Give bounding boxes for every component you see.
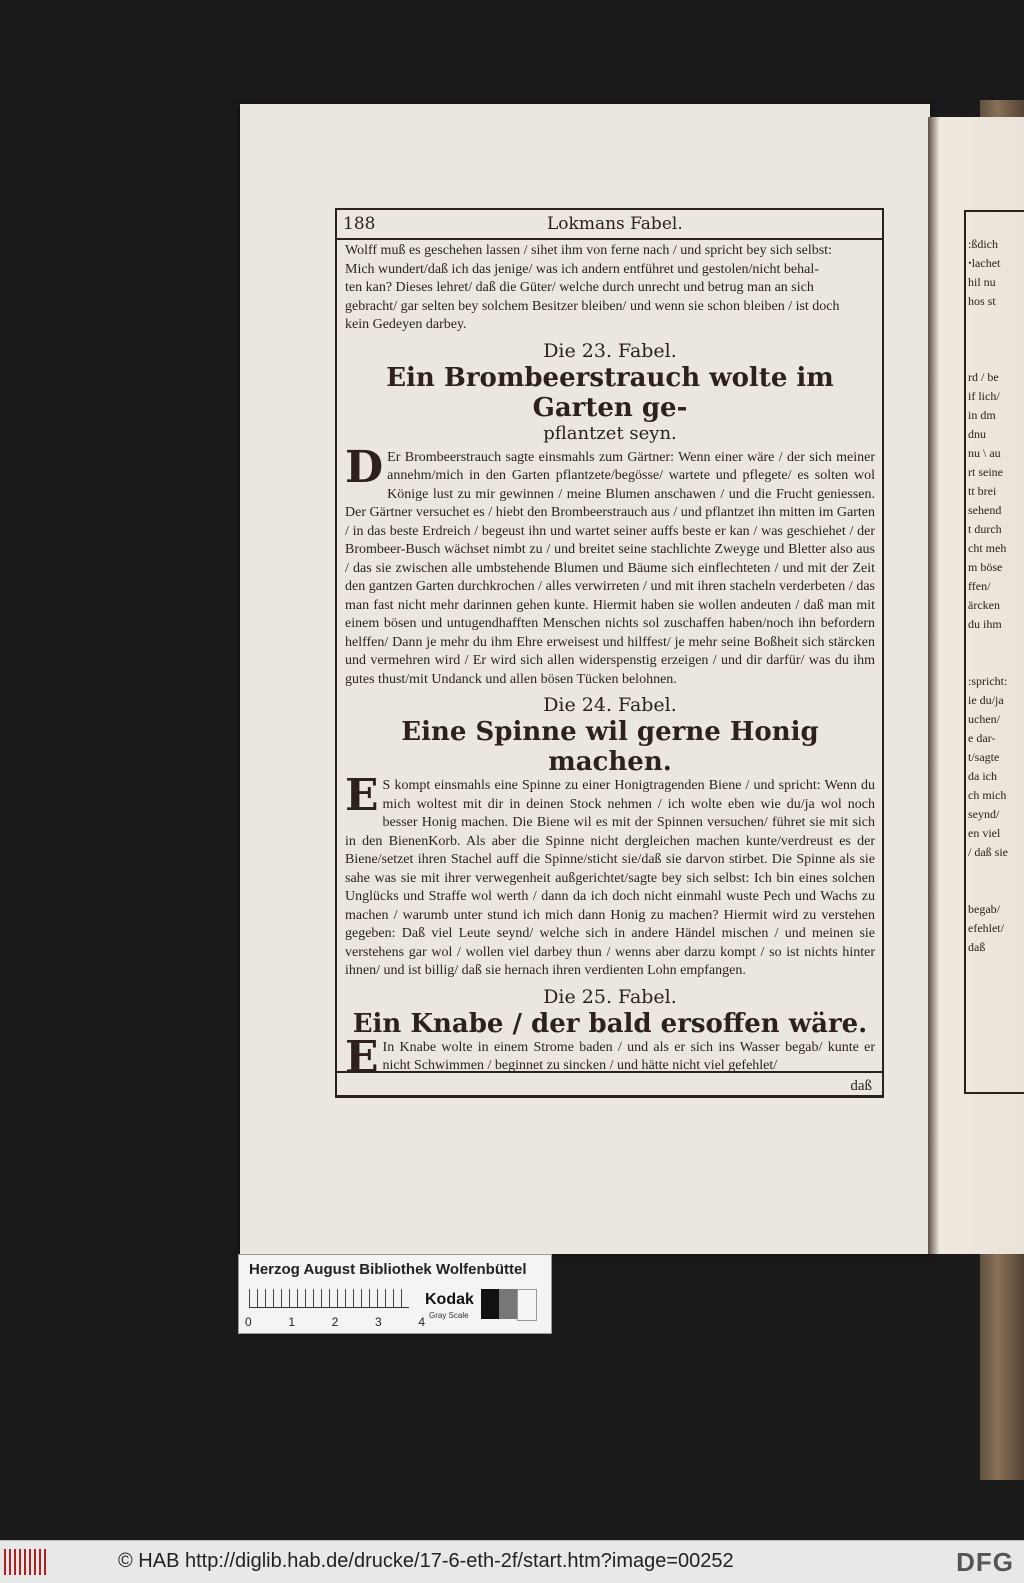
fable-23-dropcap: D [345,441,384,493]
facing-page-line: cht meh [968,541,1007,555]
page-content [345,242,875,1083]
text-frame [335,208,884,1098]
facing-page-line: in dm [968,408,996,422]
facing-page-line: :spricht: [968,674,1008,688]
facing-page-line: ch mich [968,788,1007,802]
facing-page-line: t durch [968,522,1002,536]
facing-page-line: ärcken [968,598,1000,612]
facing-page-line: hil nu [968,275,996,289]
hab-barcode-logo [4,1549,48,1575]
intro-line: Wolff muß es geschehen lassen / sihet ihm von ferne nach / und spricht bey sich selbst: [345,243,832,258]
fable-24-text [345,770,875,981]
facing-page-line: rt seine [968,465,1003,479]
facing-page-line: tt brei [968,484,997,498]
intro-line: ten kan? Dieses lehret/ daß die Güter/ welche durch unrecht und betrug man an sich [345,280,814,295]
dfg-logo: DFG [956,1547,1014,1577]
facing-page-line: en viel [968,826,1001,840]
facing-page-line: begab/ [968,902,1000,916]
facing-page-line: e dar- [968,731,996,745]
ruler-number: 4 [418,1315,425,1329]
fable-25-title: Ein Knabe / der bald ersoffen wäre. [352,1008,868,1039]
source-link[interactable]: © HAB http://diglib.hab.de/drucke/17-6-eth-2f/start.htm?image=00252 [118,1550,734,1572]
viewer-footer [0,1540,1024,1583]
facing-page-line: if lich/ [968,389,1000,403]
facing-page-line [968,634,1024,653]
fable-24-dropcap: E [345,770,379,821]
facing-page-fragments [968,235,1024,957]
fable-25-dropcap: E [345,1031,379,1083]
facing-page-line: t/sagte [968,750,1000,764]
facing-page-line [968,311,1024,330]
library-name: Herzog August Bibliothek Wolfenbüttel [249,1261,527,1278]
facing-page-line: da ich [968,769,997,783]
swatch-black [481,1289,499,1319]
facing-page-line [968,653,1024,672]
facing-page-line: du ihm [968,617,1002,631]
kodak-logo: Kodak [425,1291,474,1308]
page-number: 188 [343,214,376,234]
fable-23-title-cont: pflantzet seyn. [543,422,677,444]
ruler-number: 2 [331,1315,339,1329]
facing-page-line [968,881,1024,900]
facing-page-line: rd / be [968,370,999,384]
fable-24-number: Die 24. Fabel. [543,694,677,716]
fable-25-text [345,1031,875,1083]
facing-page-line: seynd/ [968,807,1000,821]
color-target-card [238,1254,552,1334]
ruler-number: 0 [245,1315,252,1329]
facing-page-line [968,330,1024,349]
facing-page-line: hos st [968,294,996,308]
facing-page-edge [928,117,1024,1254]
facing-page-line: ffen/ [968,579,991,593]
header-rule [337,238,882,240]
intro-line: gebracht/ gar selten bey solchem Besitzer bleiben/ und wenn sie schon bleiben / ist doch [345,298,840,314]
fable-24-body: S kompt einsmahls eine Spinne zu einer Honigtragenden Biene / und spricht: Wenn du mich woltest mit dir in deinen Stock nehmen / ich wolte eben wie du/ja wol noch besser Honig machen. Die Biene wil es mit der Spinnen versuchen/ führet sie mit sich in den BienenKorb. Als aber die Spinne nicht dergleichen machen kunte/verdreust es der Biene/setzet ihren Stachel auff die Spinne/sticht sie/daß sie darvon stirbet. Die Spinne als sie sahe was sie mit ihrer verwegenheit außgerichtet/sagte bey sich selbst: Ich bin eines solchen Unglücks und Straffe wol werth / dann da ich doch nicht einmahl wuste Pech und Wachs zu machen / warumb unter stund ich mich dann Honig zu machen? Hiermit wird zu verstehen gegeben: Daß viel Leute seynd/ welche sich in andere Händel mischen / und meinen sie verstehens gar wol / wollen viel darbey thun / wenns aber darzu kompt / so ist nichts hinter ihnen/ und ist billig/ daß sie hernach ihren verdienten Lohn empfangen. [345,778,875,978]
ruler-number: 1 [288,1315,296,1329]
intro-line: Mich wundert/daß ich das jenige/ was ich andern entführet und gestolen/nicht behal- [345,261,819,277]
facing-page-line: daß [968,940,986,954]
fable-23-body: Er Brombeerstrauch sagte einsmahls zum Gärtner: Wenn einer wäre / der sich meiner annehm/mich in den Garten pflantzete/begösse/ wartete und pflegete/ es solten wol Könige lust zu mir gewinnen / meine Blumen anschawen / und die Frucht geniessen. Der Gärtner versuchet es / hiebt den Brombeerstrauch aus / und pflantzet ihn mitten im Garten / in das beste Erdreich / begeust ihn und wartet seiner auffs beste er kan / was geschiehet / der Brombeer-Busch wächset nimbt zu / und breitet seine stachlichte Zweyge und Bletter also aus / das sie zwischen alle umbstehende Blumen und Bäume sich einflechteten / und mit der Zeit den gantzen Garten durchkrochen / alles verwirreten / und mit ihren stacheln verderbeten / das man fast nicht mehr darinnen gehen kunte. Hiermit haben sie wollen andeuten / daß man mit einem bösen und untugendhafften Menschen nichts sol zuschaffen haben/noch ihn befordern helffen/ Dann je mehr du ihm Ehre erweisest und hilffest/ je mehr seine Boßheit sich stärcken und vermehren wird / Er wird sich allen widerspenstig erzeigen / und dir darfür/ was du ihm gutes thust/mit Undanck und allen bösen Tücken belohnen. [345,449,875,687]
facing-page-line: sehend [968,503,1002,517]
intro-line: kein Gedeyen darbey. [345,317,467,332]
fable-23-text [345,441,875,690]
facing-page-line: dnu [968,427,986,441]
facing-page-line [968,349,1024,368]
intro-lines [345,242,875,335]
fable-23-title: Ein Brombeerstrauch wolte im Garten ge- [386,362,834,423]
facing-page-line: uchen/ [968,712,1000,726]
fable-24-title: Eine Spinne wil gerne Honig machen. [401,717,819,777]
facing-page-line: / daß sie [968,845,1008,859]
scale-ruler [249,1289,409,1308]
fable-25-number: Die 25. Fabel. [543,985,677,1008]
fable-25-body: In Knabe wolte in einem Strome baden / und als er sich ins Wasser begab/ kunte er nicht Schwimmen / beginnet zu sincken / und hätte nicht viel gefehlet/ [382,1039,875,1073]
gray-scale-label: Gray Scale [429,1311,469,1320]
facing-page-line: ie du/ja [968,693,1004,707]
facing-page-line: nu \ au [968,446,1001,460]
book-page [240,104,930,1254]
facing-page-line: ꞏlachet [968,256,1001,270]
swatch-white [517,1289,537,1321]
running-title: Lokmans Fabel. [547,214,683,234]
facing-page-line [968,862,1024,881]
fable-23-number: Die 23. Fabel. [543,339,677,362]
facing-page-line: :ßdich [968,237,998,251]
gray-swatches [481,1289,537,1321]
facing-page-line: efehlet/ [968,921,1004,935]
ruler-number: 3 [374,1315,382,1329]
facing-page-line: m böse [968,560,1003,574]
catchword: daß [850,1078,872,1094]
swatch-gray [499,1289,517,1319]
ruler-numbers [245,1315,425,1329]
